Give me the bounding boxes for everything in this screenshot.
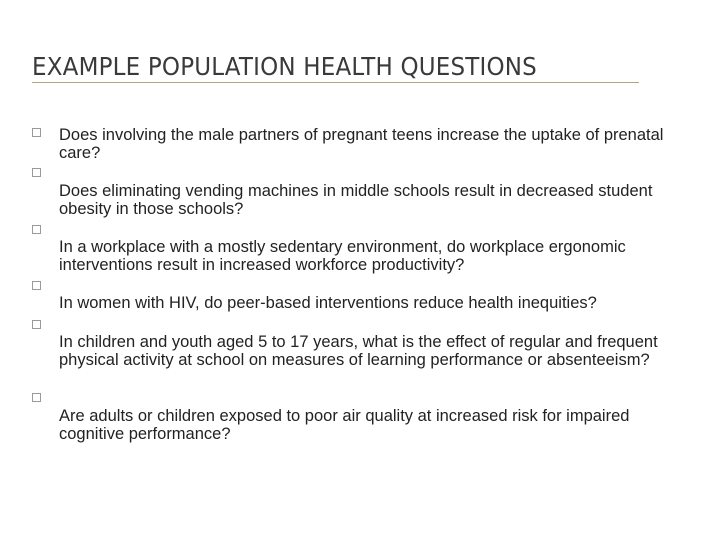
empty-square-bullet-icon bbox=[32, 168, 41, 177]
empty-square-bullet-icon bbox=[32, 128, 41, 137]
question-text: Are adults or children exposed to poor air quality at increased risk for impaired cognitive performance? bbox=[59, 407, 630, 443]
empty-square-bullet-icon bbox=[32, 281, 41, 290]
title-underline bbox=[32, 82, 639, 83]
question-text: In women with HIV, do peer-based interventions reduce health inequities? bbox=[59, 294, 597, 312]
empty-square-bullet-icon bbox=[32, 393, 41, 402]
empty-square-bullet-icon bbox=[32, 320, 41, 329]
question-text: In a workplace with a mostly sedentary environment, do workplace ergonomic interventions result in increased workforce productivity? bbox=[59, 238, 626, 274]
question-text: Does eliminating vending machines in middle schools result in decreased student obesity in those schools? bbox=[59, 182, 653, 218]
question-text: In children and youth aged 5 to 17 years, what is the effect of regular and frequent physical activity at school on measures of learning performance or absenteeism? bbox=[59, 333, 658, 369]
question-text: Does involving the male partners of pregnant teens increase the uptake of prenatal care? bbox=[59, 126, 664, 162]
empty-square-bullet-icon bbox=[32, 225, 41, 234]
slide-title: EXAMPLE POPULATION HEALTH QUESTIONS bbox=[32, 52, 537, 81]
